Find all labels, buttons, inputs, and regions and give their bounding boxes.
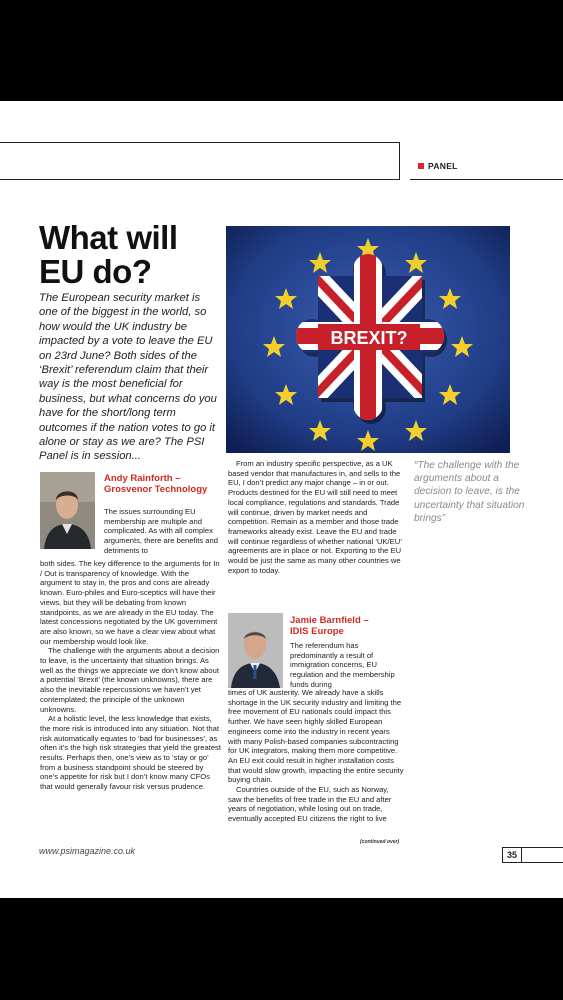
contributor-1-byline xyxy=(104,473,219,495)
contributor-2-text-a: The referendum has predominantly a result of immigration concerns, EU regulation and the membership funds during xyxy=(290,641,395,689)
contributor-1-name: Andy Rainforth – xyxy=(104,473,181,484)
page-number: 35 xyxy=(502,847,522,863)
top-letterbox xyxy=(0,0,563,101)
avatar-jamie-barnfield xyxy=(228,613,283,688)
hero-label: BREXIT? xyxy=(330,328,408,348)
contributor-2-company: IDIS Europe xyxy=(290,626,344,637)
contributor-2-text-b: times of UK austerity. We already have a skills shortage in the UK security industry and limiting the free movement of EU nationals could impact this further. We have seen highly skilled European engineers come into the industry in recent years with many Polish-based companies subcontracting for UK integrators, making them more competitive. An EU exit could result in higher installation costs that would slow growth, impacting the entire security buying chain. Countries outside of the EU, such as Norway, saw the benefits of free trade in the EU and after years of negotiation, while losing out on trade, eventually accepted EU citizens the right to live xyxy=(228,688,404,824)
contributor-1-text-a: The issues surrounding EU membership are multiple and complicated. As with all complex arguments, there are benefits and detriments to xyxy=(104,507,218,555)
header-rule xyxy=(410,179,563,180)
hero-image xyxy=(226,226,510,453)
contributor-1-text-b: both sides. The key difference to the arguments for In / Out is transparency of knowledge. With the argument to stay in, the pros and cons are already known. Euro-philes and Euro-sceptics will have their views, but they will be debating from known standpoints, as we are already in the EU today. The latest concessions negotiated by the UK government are also known, so we have a clear view about what our membership would look like. The challenge with the arguments about a decision to leave, is the uncertainty that situation brings. As well as the things we appreciate we don’t know about a potential ‘Brexit’ (the known unknowns), there are also the inevitable repercussions we haven’t yet contemplated; the principle of the unknown unknowns. At a holistic level, the less knowledge that exists, the more risk is introduced into any situation. Not that risk automatically equates to ‘bad for businesses’, as often it’s the high risk strategies that yield the greatest results. Perhaps then, one’s view as to ‘stay or go’ from a business standpoint should be steered by one’s appetite for risk but I don’t know many CFOs that would generally favour risk versus prudence. xyxy=(40,559,221,792)
column-2-text: From an industry specific perspective, as a UK based vendor that manufactures in, and sells to the EU, I don’t predict any major change – in or out. Products destined for the EU will still need to meet local compliance, regulations and standards. Trade will continue, driven by market needs and competition. Remain as a member and those trade frameworks already exist. Leave the EU and trade will continue regardless of whether national ‘UK/EU’ agreements are in place or not. Exporting to the EU would be just the same as many other countries we export to today. xyxy=(228,459,402,575)
title-line-2: EU do? xyxy=(39,253,152,290)
footer-url[interactable]: www.psimagazine.co.uk xyxy=(39,846,136,856)
bottom-letterbox xyxy=(0,898,563,1000)
section-label: PANEL xyxy=(428,161,458,171)
contributor-1-company: Grosvenor Technology xyxy=(104,484,208,495)
section-tag xyxy=(418,161,458,171)
magazine-page xyxy=(0,101,563,898)
contributor-2-byline xyxy=(290,615,400,637)
header-band xyxy=(0,142,400,180)
contributor-2-name: Jamie Barnfield – xyxy=(290,615,369,626)
red-square-icon xyxy=(418,163,424,169)
article-intro: The European security market is one of the biggest in the world, so how would the UK industry be impacted by a vote to leave the EU on 23rd June? Both sides of the ‘Brexit’ referendum claim that their way is the most beneficial for business, but what concerns do you have for the short/long term outcomes if the nation votes to go it alone or stay as we are? The PSI Panel is in session... xyxy=(39,292,217,463)
continued-over: (continued over) xyxy=(360,839,400,845)
brexit-puzzle-illustration xyxy=(226,226,510,453)
pull-quote: “The challenge with the arguments about a decision to leave, is the uncertainty that situation brings” xyxy=(414,460,525,524)
title-line-1: What will xyxy=(39,219,178,256)
footer-rule xyxy=(522,847,563,863)
article-title xyxy=(39,221,219,289)
avatar-andy-rainforth xyxy=(40,472,95,549)
